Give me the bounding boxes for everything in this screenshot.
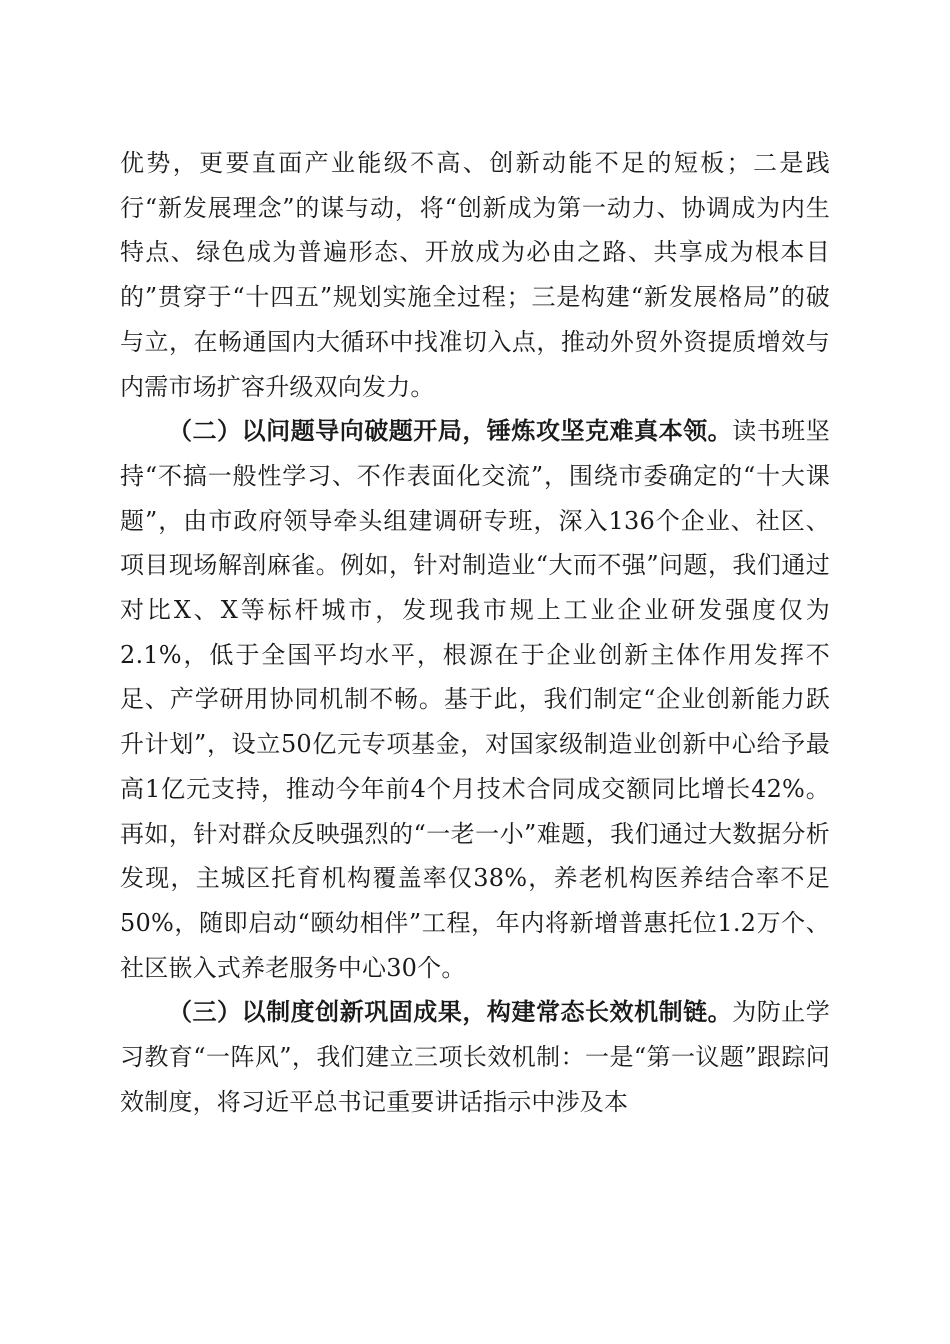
paragraph-1-text: 优势，更要直面产业能级不高、创新动能不足的短板；二是践行“新发展理念”的谋与动，将“创新成为第一动力、协调成为内生特点、绿色成为普遍形态、开放成为必由之路、共享成为根本目的”贯穿于“十四五”规划实施全过程；三是构建“新发展格局”的破与立，在畅通国内大循环中找准切入点，推动外贸外资提质增效与内需市场扩容升级双向发力。 bbox=[120, 149, 830, 401]
paragraph-3 bbox=[120, 990, 830, 1124]
document-body bbox=[120, 141, 830, 1124]
paragraph-3-heading: （三）以制度创新巩固成果，构建常态长效机制链。 bbox=[168, 997, 733, 1027]
paragraph-2-heading: （二）以问题导向破题开局，锤炼攻坚克难真本领。 bbox=[168, 416, 733, 446]
paragraph-3-body: 为防止学习教育“一阵风”，我们建立三项长效机制：一是“第一议题”跟踪问效制度，将习近平总书记重要讲话指示中涉及本 bbox=[120, 998, 830, 1116]
paragraph-2 bbox=[120, 409, 830, 990]
paragraph-1 bbox=[120, 141, 830, 409]
paragraph-2-body: 读书班坚持“不搞一般性学习、不作表面化交流”，围绕市委确定的“十大课题”，由市政府领导牵头组建调研专班，深入136个企业、社区、项目现场解剖麻雀。例如，针对制造业“大而不强”问题，我们通过对比X、X等标杆城市，发现我市规上工业企业研发强度仅为2.1%，低于全国平均水平，根源在于企业创新主体作用发挥不足、产学研用协同机制不畅。基于此，我们制定“企业创新能力跃升计划”，设立50亿元专项基金，对国家级制造业创新中心给予最高1亿元支持，推动今年前4个月技术合同成交额同比增长42%。再如，针对群众反映强烈的“一老一小”难题，我们通过大数据分析发现，主城区托育机构覆盖率仅38%，养老机构医养结合率不足50%，随即启动“颐幼相伴”工程，年内将新增普惠托位1.2万个、社区嵌入式养老服务中心30个。 bbox=[120, 417, 830, 982]
